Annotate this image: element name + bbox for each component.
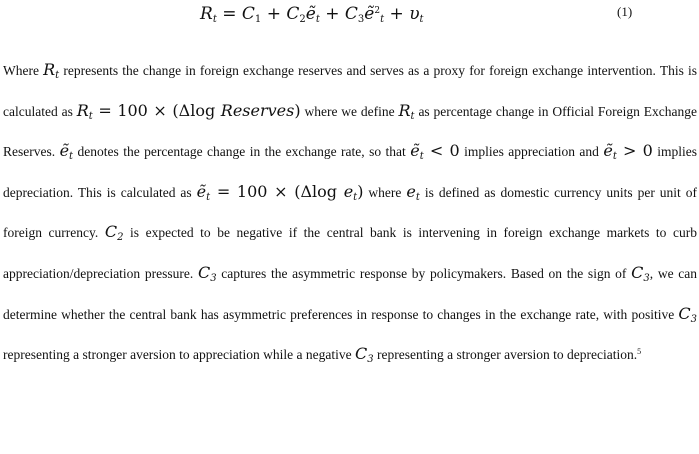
eq-subscript: 2 bbox=[299, 14, 306, 25]
text-run: is expected to be negative if the central bank is intervening in foreign exchange markets to curb appreciation/depreciation pressure. bbox=[3, 225, 697, 281]
math-R: $R_t$ bbox=[398, 100, 415, 122]
eq-symbol: ẽ bbox=[364, 4, 375, 24]
eq-symbol: C bbox=[344, 4, 358, 24]
eq-operator: + bbox=[266, 4, 281, 24]
math-R: $R_t$ bbox=[43, 60, 60, 81]
equation-row bbox=[0, 0, 699, 36]
eq-operator: + bbox=[325, 4, 340, 24]
text-run: as percentage change in Official Foreign Exchange Reserves. bbox=[3, 103, 697, 160]
math-expr: ) bbox=[357, 181, 364, 201]
math-e-tilde: ẽ$_t$ bbox=[603, 141, 617, 163]
text-run: Where bbox=[3, 63, 44, 78]
eq-symbol: C bbox=[241, 4, 255, 24]
text-run: implies depreciation. This is calculated as bbox=[3, 144, 697, 200]
text-run: captures the asymmetric response by policymakers. Based on the sign of bbox=[216, 265, 632, 281]
text-run: is defined as domestic currency units per unit of foreign currency. bbox=[3, 184, 698, 241]
math-C3: $C_3$ bbox=[631, 262, 650, 284]
eq-superscript: 2 bbox=[374, 6, 381, 16]
math-e-tilde: ẽ$_t$ bbox=[196, 181, 211, 203]
math-C3: $C_3$ bbox=[678, 303, 697, 325]
text-run: where we define bbox=[300, 103, 399, 119]
math-e-tilde: ẽ$_t$ bbox=[410, 141, 424, 163]
eq-subscript: t bbox=[212, 14, 217, 25]
text-run: , we can determine whether the central bank has asymmetric preferences in response to changes in the exchange rate, with positive bbox=[3, 265, 697, 322]
eq-subscript: t bbox=[419, 14, 424, 25]
math-e: $e_t$ bbox=[343, 181, 358, 203]
equation bbox=[200, 4, 424, 24]
eq-operator: + bbox=[389, 4, 404, 24]
math-expr: = 100 × (Δlog bbox=[92, 100, 221, 120]
text-run: representing a stronger aversion to depreciation. bbox=[373, 347, 638, 363]
math-R: $R_t$ bbox=[76, 100, 93, 122]
text-run: where bbox=[363, 184, 407, 200]
text-run: implies appreciation and bbox=[459, 144, 604, 160]
math-e: $e_t$ bbox=[406, 181, 420, 203]
math-C2: $C_2$ bbox=[104, 222, 124, 244]
math-C3: $C_3$ bbox=[355, 344, 374, 366]
text-run: represents the change in foreign exchange reserves and serves as a proxy for foreign exchange intervention. This is calculated as bbox=[3, 63, 697, 119]
text-run: representing a stronger aversion to appreciation while a negative bbox=[3, 347, 355, 363]
body-paragraph bbox=[3, 50, 697, 375]
eq-symbol: ẽ bbox=[305, 4, 316, 24]
eq-subscript: 1 bbox=[254, 14, 262, 25]
text-run: denotes the percentage change in the exchange rate, so that bbox=[73, 144, 411, 160]
math-expr: < 0 bbox=[423, 141, 460, 161]
math-C3: $C_3$ bbox=[197, 262, 217, 284]
eq-subscript: 3 bbox=[357, 14, 365, 25]
eq-subscript: t bbox=[315, 14, 320, 25]
eq-symbol: C bbox=[286, 4, 300, 24]
math-e-tilde: ẽ$_t$ bbox=[59, 141, 74, 163]
eq-operator: = bbox=[222, 4, 237, 24]
math-expr: ) bbox=[294, 100, 301, 120]
math-expr: > 0 bbox=[616, 141, 653, 161]
eq-symbol: R bbox=[200, 4, 213, 24]
equation-number: (1) bbox=[617, 4, 633, 19]
eq-subscript: t bbox=[380, 14, 385, 25]
footnote-marker[interactable]: 5 bbox=[637, 347, 642, 357]
eq-symbol: υ bbox=[409, 4, 420, 24]
math-reserves: Reserves bbox=[220, 100, 295, 120]
math-expr: = 100 × (Δlog bbox=[210, 181, 344, 201]
